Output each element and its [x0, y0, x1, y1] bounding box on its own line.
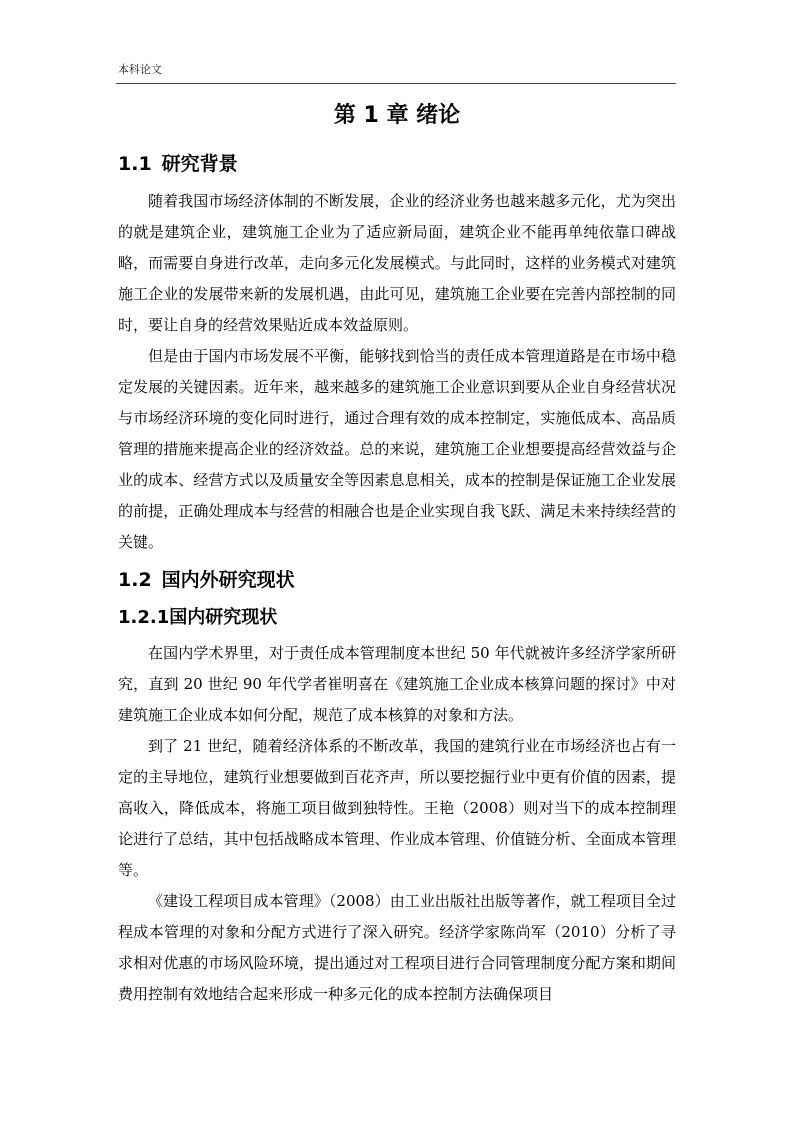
paragraph: 《建设工程项目成本管理》（2008）由工业出版社出版等著作，就工程项目全过程成本管理的对象和分配方式进行了深入研究。经济学家陈尚军（2010）分析了寻求相对优惠的市场风险环境，提出通过对工程项目进行合同管理制度分配方案和期间费用控制有效地结合起来形成一种多元化的成本控制方法确保项目	[118, 892, 676, 1003]
subsection-heading-1-2-1	[118, 604, 676, 632]
section-number: 1.1	[118, 153, 152, 175]
paragraph: 在国内学术界里，对于责任成本管理制度本世纪 50 年代就被许多经济学家所研究，直到 20 世纪 90 年代学者崔明喜在《建筑施工企业成本核算问题的探讨》中对建筑施工企业成本如何分配，规范了成本核算的对象和方法。	[118, 644, 676, 724]
subsection-title-text: 国内研究现状	[169, 607, 278, 628]
page-content	[118, 100, 676, 1010]
section-heading-1-1	[118, 150, 676, 178]
section-title-text: 国内外研究现状	[161, 569, 295, 591]
header-rule	[116, 83, 676, 84]
paragraph: 随着我国市场经济体制的不断发展，企业的经济业务也越来越多元化，尤为突出的就是建筑企业，建筑施工企业为了适应新局面，建筑企业不能再单纯依靠口碑战略，而需要自身进行改革，走向多元化发展模式。与此同时，这样的业务模式对建筑施工企业的发展带来新的发展机遇，由此可见，建筑施工企业要在完善内部控制的同时，要让自身的经营效果贴近成本效益原则。	[118, 192, 676, 334]
running-header: 本科论文	[118, 63, 162, 76]
section-heading-1-2	[118, 566, 676, 594]
paragraph: 但是由于国内市场发展不平衡，能够找到恰当的责任成本管理道路是在市场中稳定发展的关键因素。近年来，越来越多的建筑施工企业意识到要从企业自身经营状况与市场经济环境的变化同时进行，通过合理有效的成本控制定，实施低成本、高品质管理的措施来提高企业的经济效益。总的来说，建筑施工企业想要提高经营效益与企业的成本、经营方式以及质量安全等因素息息相关，成本的控制是保证施工企业发展的前提，正确处理成本与经营的相融合也是企业实现自我飞跃、满足未来持续经营的关键。	[118, 347, 676, 551]
section-number: 1.2	[118, 569, 152, 591]
paragraph: 到了 21 世纪，随着经济体系的不断改革，我国的建筑行业在市场经济也占有一定的主导地位，建筑行业想要做到百花齐声，所以要挖掘行业中更有价值的因素，提高收入，降低成本，将施工项目做到独特性。王艳（2008）则对当下的成本控制理论进行了总结，其中包括战略成本管理、作业成本管理、价值链分析、全面成本管理等。	[118, 737, 676, 879]
subsection-number: 1.2.1	[118, 607, 170, 628]
chapter-title: 第 1 章 绪论	[333, 103, 461, 128]
section-title-text: 研究背景	[161, 153, 238, 175]
